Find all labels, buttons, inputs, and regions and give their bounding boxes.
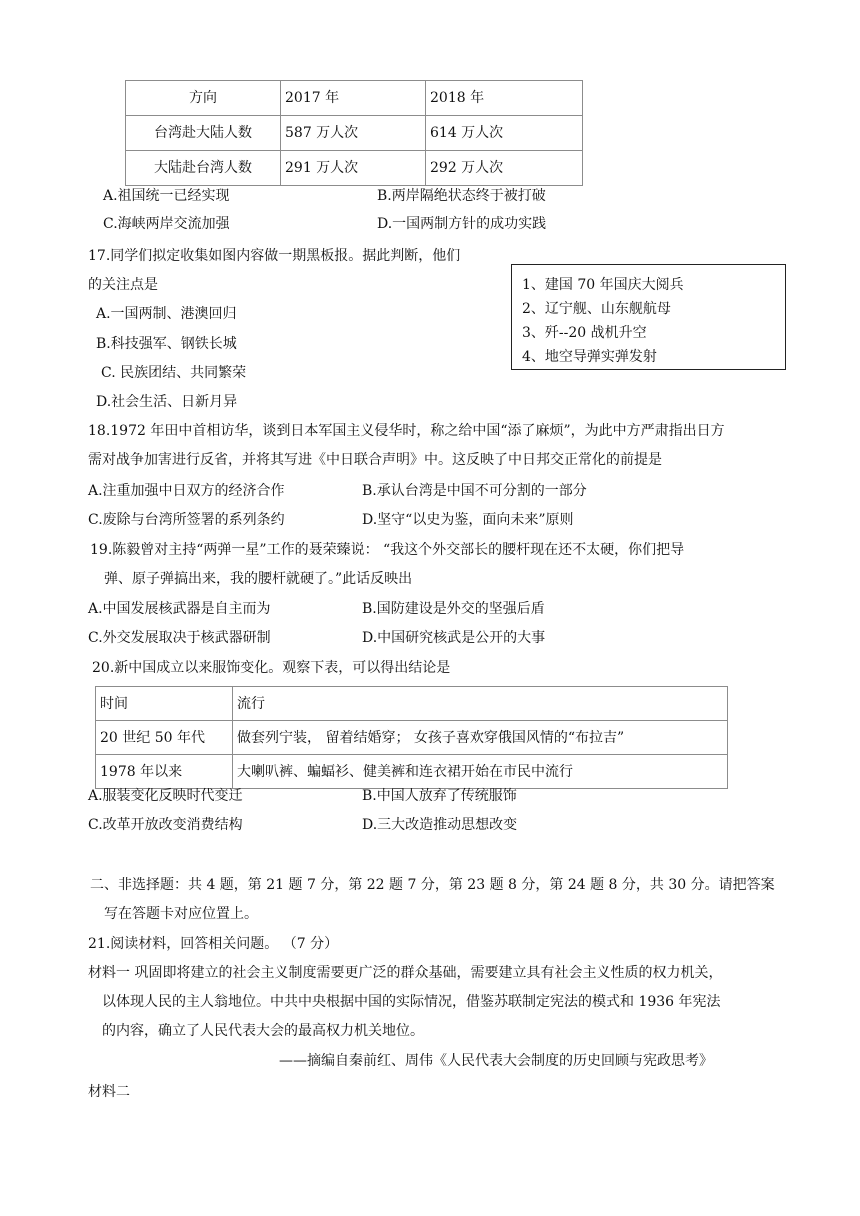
q20-option-a: A.服装变化反映时代变迁 [88,788,243,804]
part2-heading-line1: 二、非选择题：共 4 题，第 21 题 7 分，第 22 题 7 分，第 23 题 8 分，第 24 题 8 分，共 30 分。请把答案 [90,877,775,893]
q18-option-c: C.废除与台湾所签署的系列条约 [88,512,285,528]
q19-stem-line1: 19.陈毅曾对主持“两弹一星”工作的聂荣臻说： “我这个外交部长的腰杆现在还不太硬，你们把导 [90,542,685,558]
q18-option-a: A.注重加强中日双方的经济合作 [88,483,285,499]
table-row [126,81,583,116]
q16-option-a: A.祖国统一已经实现 [103,188,230,204]
box-item: 1、建国 70 年国庆大阅兵 [522,277,684,293]
q20-option-c: C.改革开放改变消费结构 [88,817,243,833]
q19-option-b: B.国防建设是外交的坚强后盾 [362,601,545,617]
q21-material1-line2: 以体现人民的主人翁地位。中共中央根据中国的实际情况，借鉴苏联制定宪法的模式和 1936 年宪法 [102,994,721,1010]
q16-option-b: B.两岸隔绝状态终于被打破 [377,188,546,204]
box-item: 3、歼--20 战机升空 [522,325,647,341]
q16-option-d: D.一国两制方针的成功实践 [377,216,547,232]
q21-stem: 21.阅读材料，回答相关问题。 （7 分） [88,936,339,952]
table-cell: 做套列宁装， 留着结婚穿； 女孩子喜欢穿俄国风情的“布拉吉” [233,721,728,755]
table-cell: 587 万人次 [281,116,426,151]
q21-material1-line1: 材料一 巩固即将建立的社会主义制度需要更广泛的群众基础，需要建立具有社会主义性质的权力机关， [88,965,723,981]
q17-blackboard-box [511,264,786,370]
q18-stem-line2: 需对战争加害进行反省，并将其写进《中日联合声明》中。这反映了中日邦交正常化的前提是 [88,452,662,468]
table-cell: 291 万人次 [281,151,426,186]
table-cell: 614 万人次 [426,116,583,151]
table-cell: 方向 [126,81,281,116]
q18-option-b: B.承认台湾是中国不可分割的一部分 [362,483,587,499]
q17-option-c: C. 民族团结、共同繁荣 [101,365,247,381]
q17-stem-line2: 的关注点是 [88,277,158,293]
table-cell: 2018 年 [426,81,583,116]
table-row [126,116,583,151]
table-cell: 2017 年 [281,81,426,116]
table-cell: 1978 年以来 [96,755,233,789]
q17-option-a: A.一国两制、港澳回归 [96,306,237,322]
box-item: 4、地空导弹实弹发射 [522,349,657,365]
q19-option-d: D.中国研究核武是公开的大事 [362,630,546,646]
table-row [126,151,583,186]
q19-option-a: A.中国发展核武器是自主而为 [88,601,271,617]
q20-option-b: B.中国人放弃了传统服饰 [362,788,517,804]
table-row [96,687,728,721]
table-cell: 时间 [96,687,233,721]
q17-option-d: D.社会生活、日新月异 [96,394,238,410]
table-row [96,755,728,789]
q17-option-b: B.科技强军、钢铁长城 [96,336,237,352]
table-cell: 大喇叭裤、蝙蝠衫、健美裤和连衣裙开始在市民中流行 [233,755,728,789]
q19-stem-line2: 弹、原子弹搞出来，我的腰杆就硬了。”此话反映出 [104,571,413,587]
q20-stem: 20.新中国成立以来服饰变化。观察下表，可以得出结论是 [92,660,451,676]
q17-stem-line1: 17.同学们拟定收集如图内容做一期黑板报。据此判断，他们 [88,248,461,264]
part2-heading-line2: 写在答题卡对应位置上。 [104,906,258,922]
q21-material1-source: ——摘编自秦前红、周伟《人民代表大会制度的历史回顾与宪政思考》 [279,1053,713,1069]
table-row [96,721,728,755]
table-cell: 20 世纪 50 年代 [96,721,233,755]
table-cell: 292 万人次 [426,151,583,186]
q20-option-d: D.三大改造推动思想改变 [362,817,518,833]
table-cell: 流行 [233,687,728,721]
q21-material2-label: 材料二 [88,1084,130,1100]
q21-material1-line3: 的内容，确立了人民代表大会的最高权力机关地位。 [102,1023,424,1039]
q16-option-c: C.海峡两岸交流加强 [103,216,230,232]
table-cell: 台湾赴大陆人数 [126,116,281,151]
box-item: 2、辽宁舰、山东舰航母 [522,301,671,317]
table-cell: 大陆赴台湾人数 [126,151,281,186]
q20-fashion-table [95,686,728,789]
q16-travel-table [125,80,583,186]
q19-option-c: C.外交发展取决于核武器研制 [88,630,271,646]
q18-option-d: D.坚守“以史为鉴，面向未来”原则 [362,512,574,528]
q18-stem-line1: 18.1972 年田中首相访华，谈到日本军国主义侵华时，称之给中国“添了麻烦”，为此中方严肃指出日方 [88,423,725,439]
